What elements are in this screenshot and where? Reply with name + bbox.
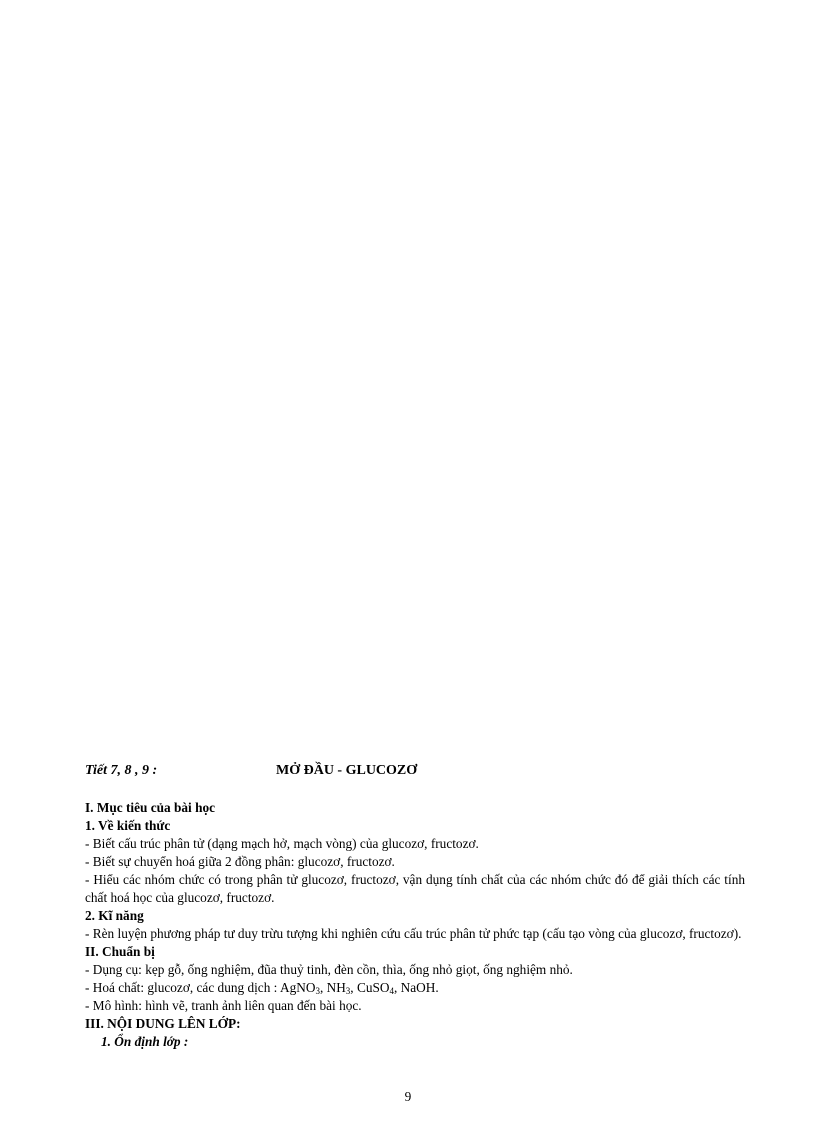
subscript: 4 <box>389 986 394 996</box>
chemicals-item <box>85 979 745 997</box>
page-number: 9 <box>404 1089 412 1104</box>
subscript: 3 <box>345 986 351 996</box>
class-organization-subtitle: 1. Ổn định lớp : <box>101 1034 189 1049</box>
lesson-number: Tiết 7, 8 , 9 : <box>85 763 158 778</box>
model-item: - Mô hình: hình vẽ, tranh ảnh liên quan đến bài học. <box>85 998 362 1013</box>
skills-item: - Rèn luyện phương pháp tư duy trừu tượng khi nghiên cứu cấu trúc phân tử phức tạp (cấu tạo vòng của glucozơ, fructozơ). <box>85 926 742 941</box>
knowledge-subtitle: 1. Về kiến thức <box>85 818 171 833</box>
chemicals-text: , NaOH. <box>393 980 439 995</box>
lesson-heading <box>85 763 745 781</box>
equipment-item: - Dụng cụ: kẹp gỗ, ống nghiệm, đũa thuỷ tinh, đèn cồn, thìa, ống nhỏ giọt, ống nghiệm nhỏ. <box>85 962 573 977</box>
skills-subtitle: 2. Kĩ năng <box>85 908 144 923</box>
knowledge-item: - Biết sự chuyển hoá giữa 2 đồng phân: glucozơ, fructozơ. <box>85 854 395 869</box>
knowledge-item: - Hiểu các nhóm chức có trong phân tử glucozơ, fructozơ, vận dụng tính chất của các nhóm chức đó để giải thích các tính chất hoá học của glucozơ, fructozơ. <box>85 872 745 905</box>
knowledge-item: - Biết cấu trúc phân tử (dạng mạch hở, mạch vòng) của glucozơ, fructozơ. <box>85 836 479 851</box>
lesson-title: MỞ ĐẦU - GLUCOZƠ <box>276 763 418 778</box>
section-content-title: III. NỘI DUNG LÊN LỚP: <box>85 1016 241 1031</box>
section-preparation-title: II. Chuẩn bị <box>85 944 155 959</box>
section-objectives-title: I. Mục tiêu của bài học <box>85 800 216 815</box>
chemicals-text: , NH <box>319 980 346 995</box>
subscript: 3 <box>315 986 320 996</box>
lesson-content <box>85 763 745 1051</box>
chemicals-text: - Hoá chất: glucozơ, các dung dịch : AgNO <box>85 980 316 995</box>
chemicals-text: , CuSO <box>350 980 390 995</box>
